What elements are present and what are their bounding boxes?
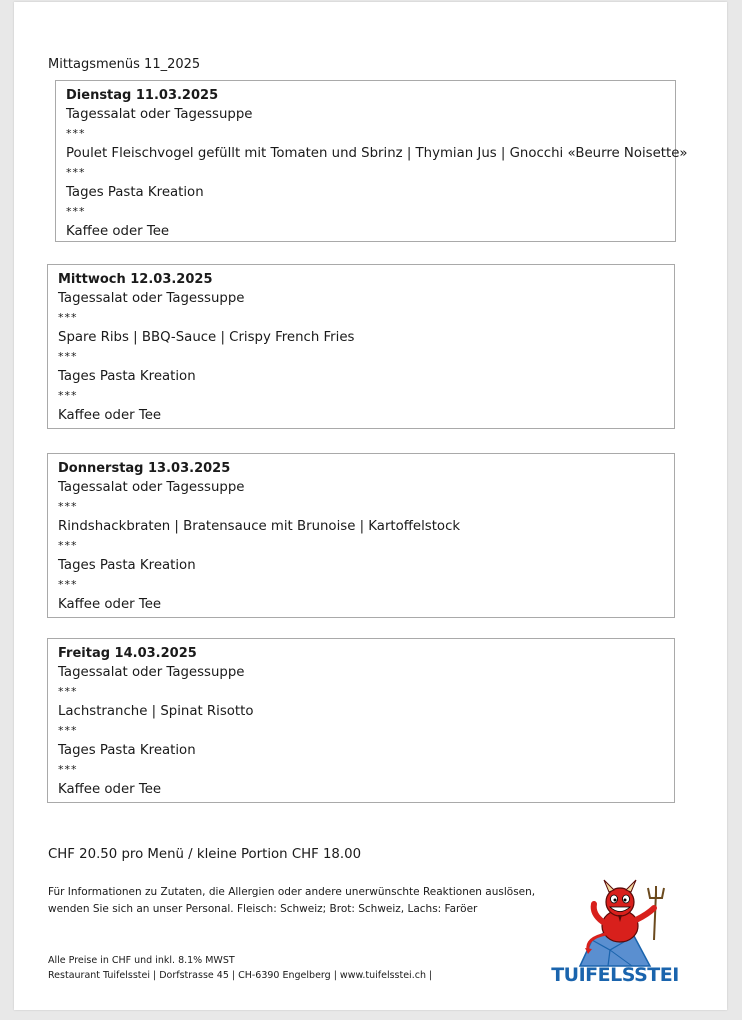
course-main: Poulet Fleischvogel gefüllt mit Tomaten und Sbrinz | Thymian Jus | Gnocchi «Beurre Noisette» — [66, 146, 688, 161]
devil-mascot-icon — [550, 878, 680, 968]
footer — [48, 953, 432, 983]
menu-box-wednesday — [47, 264, 675, 429]
day-heading: Freitag 14.03.2025 — [58, 646, 197, 661]
course-separator: *** — [58, 389, 78, 402]
course-starter: Tagessalat oder Tagessuppe — [58, 665, 245, 680]
course-starter: Tagessalat oder Tagessuppe — [58, 291, 245, 306]
menu-box-tuesday — [55, 80, 688, 242]
restaurant-logo — [550, 878, 680, 990]
course-drink: Kaffee oder Tee — [58, 597, 162, 612]
course-separator: *** — [58, 685, 78, 698]
footer-prices-note: Alle Preise in CHF und inkl. 8.1% MWST — [48, 955, 235, 966]
course-drink: Kaffee oder Tee — [66, 224, 170, 239]
menu-page — [14, 2, 727, 1010]
allergen-info-line: Für Informationen zu Zutaten, die Allergien oder andere unerwünschte Reaktionen auslösen, — [48, 886, 536, 898]
course-starter: Tagessalat oder Tagessuppe — [66, 107, 253, 122]
course-separator: *** — [58, 539, 78, 552]
course-pasta: Tages Pasta Kreation — [58, 558, 196, 573]
logo-wordmark: TUIFELSSTEI — [551, 964, 679, 986]
course-drink: Kaffee oder Tee — [58, 782, 162, 797]
course-main: Lachstranche | Spinat Risotto — [58, 704, 254, 719]
document-title: Mittagsmenüs 11_2025 — [48, 57, 201, 72]
day-heading: Dienstag 11.03.2025 — [66, 88, 219, 103]
allergen-info — [48, 884, 535, 918]
menu-price: CHF 20.50 pro Menü / kleine Portion CHF 18.00 — [48, 847, 362, 862]
origin-info-line: wenden Sie sich an unser Personal. Fleisch: Schweiz; Brot: Schweiz, Lachs: Faröer — [48, 903, 478, 915]
course-separator: *** — [58, 350, 78, 363]
course-separator: *** — [58, 578, 78, 591]
course-separator: *** — [66, 205, 86, 218]
course-separator: *** — [66, 166, 86, 179]
day-heading: Donnerstag 13.03.2025 — [58, 461, 231, 476]
course-main: Rindshackbraten | Bratensauce mit Brunoise | Kartoffelstock — [58, 519, 461, 534]
course-starter: Tagessalat oder Tagessuppe — [58, 480, 245, 495]
course-separator: *** — [58, 311, 78, 324]
day-heading: Mittwoch 12.03.2025 — [58, 272, 213, 287]
course-separator: *** — [58, 500, 78, 513]
course-pasta: Tages Pasta Kreation — [66, 185, 204, 200]
footer-address: Restaurant Tuifelsstei | Dorfstrasse 45 | CH-6390 Engelberg | www.tuifelsstei.ch | — [48, 970, 433, 981]
course-separator: *** — [58, 724, 78, 737]
menu-box-thursday — [47, 453, 675, 618]
course-pasta: Tages Pasta Kreation — [58, 369, 196, 384]
course-pasta: Tages Pasta Kreation — [58, 743, 196, 758]
course-drink: Kaffee oder Tee — [58, 408, 162, 423]
course-separator: *** — [66, 127, 86, 140]
course-separator: *** — [58, 763, 78, 776]
menu-box-friday — [47, 638, 675, 803]
course-main: Spare Ribs | BBQ-Sauce | Crispy French Fries — [58, 330, 355, 345]
